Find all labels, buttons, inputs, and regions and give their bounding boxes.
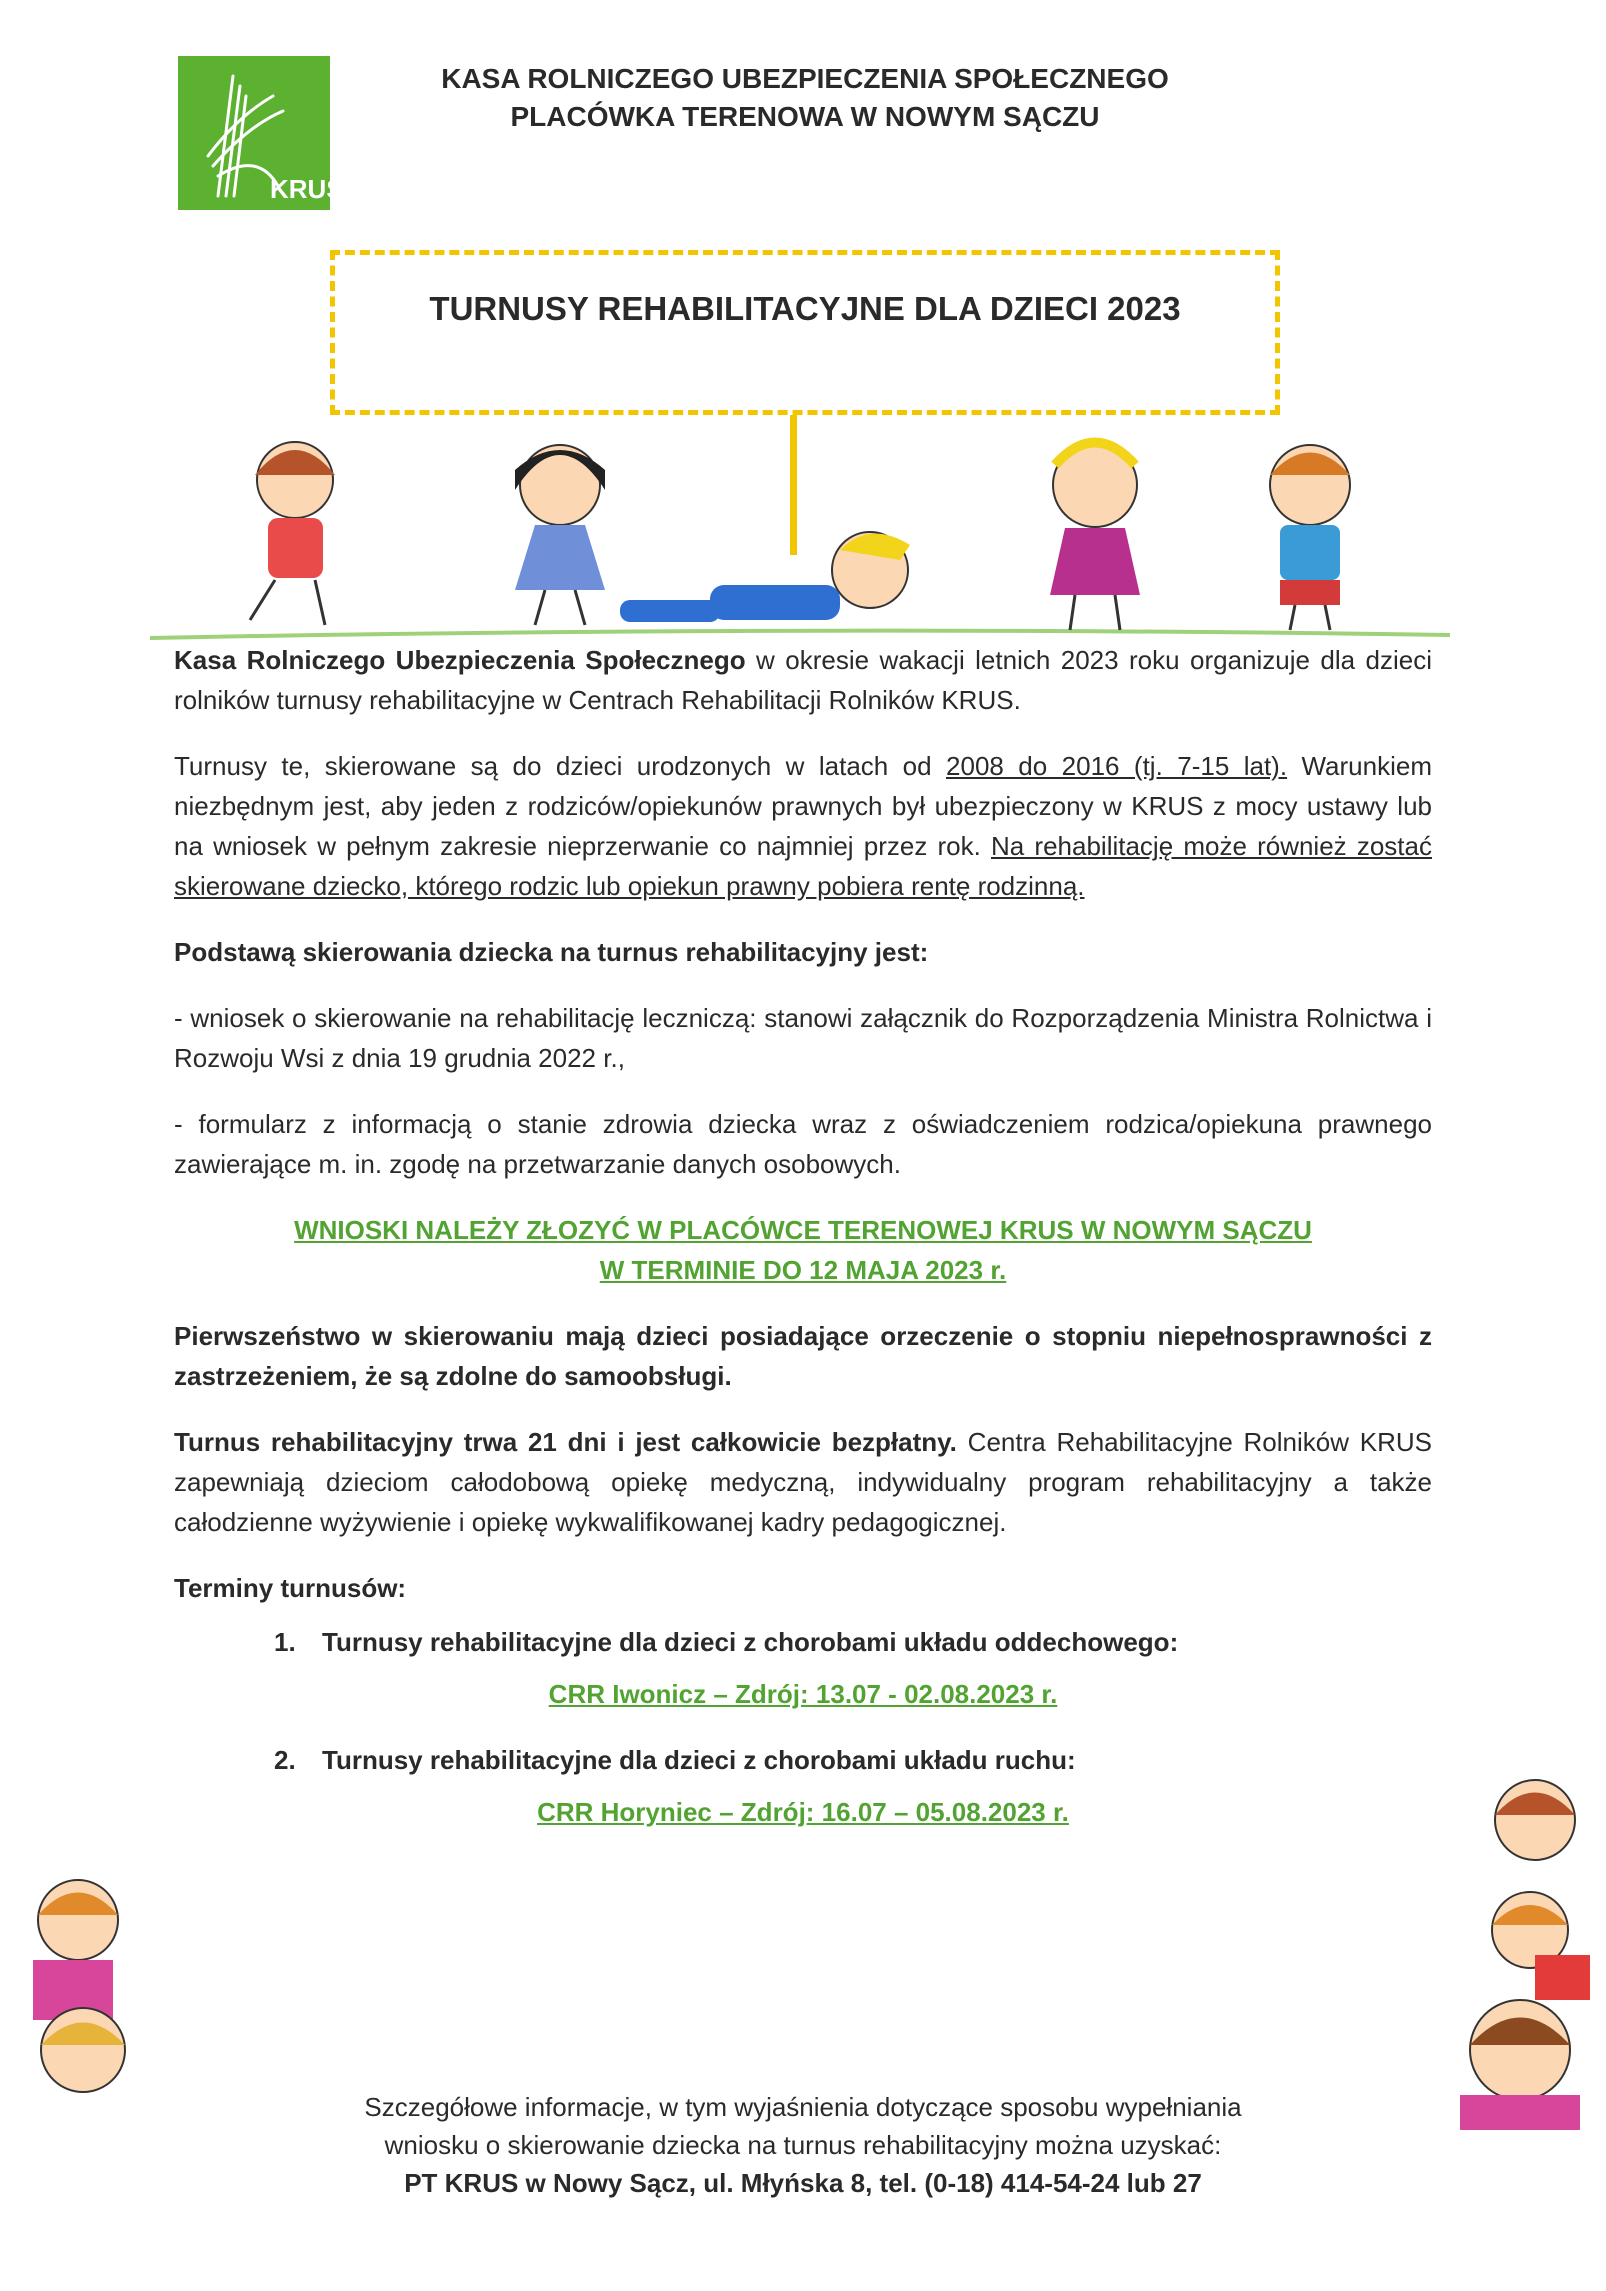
eligibility-years: 2008 do 2016 (tj. 7-15 lat). bbox=[946, 751, 1288, 781]
terms-heading bbox=[174, 1568, 1432, 1608]
priority-text: Pierwszeństwo w skierowaniu mają dzieci posiadające orzeczenie o stopniu niepełnosprawności z zastrzeżeniem, że są zdolne do samoobsługi. bbox=[174, 1321, 1432, 1391]
terms-item-1-label: Turnusy rehabilitacyjne dla dzieci z chorobami układu oddechowego: bbox=[322, 1627, 1179, 1657]
priority-paragraph bbox=[174, 1316, 1432, 1396]
terms-heading-text: Terminy turnusów: bbox=[174, 1573, 407, 1603]
basis-item-2: - formularz z informacją o stanie zdrowia dziecka wraz z oświadczeniem rodzica/opiekuna prawnego zawierające m. in. zgodę na przetwarzanie danych osobowych. bbox=[174, 1109, 1432, 1179]
duration-paragraph bbox=[174, 1422, 1432, 1542]
intro-paragraph bbox=[174, 640, 1432, 720]
terms-item-2 bbox=[274, 1740, 1432, 1780]
kid-1 bbox=[250, 442, 335, 625]
eligibility-pension-note: Na rehabilitację może również zostać skierowane dziecko, którego rodzic lub opiekun prawny pobiera rentę rodzinną. bbox=[174, 831, 1432, 901]
deadline-line-1: WNIOSKI NALEŻY ZŁOZYĆ W PLACÓWCE TERENOWEJ KRUS W NOWYM SĄCZU bbox=[294, 1215, 1312, 1245]
terms-item-2-number: 2. bbox=[274, 1745, 296, 1775]
kid-3 bbox=[620, 532, 910, 622]
duration-bold: Turnus rehabilitacyjny trwa 21 dni i jest całkowicie bezpłatny. bbox=[174, 1427, 957, 1457]
eligibility-paragraph bbox=[174, 746, 1432, 906]
intro-bold: Kasa Rolniczego Ubezpieczenia Społecznego bbox=[174, 645, 746, 675]
kid-5 bbox=[1270, 445, 1350, 630]
intro-text: w okresie wakacji letnich 2023 roku organizuje dla dzieci rolników turnusy rehabilitacyjne w Centrach Rehabilitacji Rolników KRUS. bbox=[174, 645, 1432, 715]
deadline-line-2: W TERMINIE DO 12 MAJA 2023 r. bbox=[599, 1255, 1007, 1285]
terms-item-2-date: CRR Horyniec – Zdrój: 16.07 – 05.08.2023 r. bbox=[537, 1797, 1069, 1827]
logo-text: KRUS bbox=[270, 174, 344, 204]
contact-footer bbox=[174, 2088, 1432, 2202]
kid-2 bbox=[515, 445, 605, 625]
krus-logo bbox=[178, 56, 344, 210]
basis-heading bbox=[174, 932, 1432, 972]
children-illustration bbox=[150, 420, 1450, 650]
duration-text: Centra Rehabilitacyjne Rolników KRUS zapewniają dzieciom całodobową opiekę medyczną, indywidualny program rehabilitacyjny a także całodzienne wyżywienie i opiekę wykwalifikowanej kadry pedagogicznej. bbox=[174, 1427, 1433, 1537]
footer-line-2: wniosku o skierowanie dziecka na turnus rehabilitacyjny można uzyskać: bbox=[384, 2130, 1222, 2160]
eligibility-text-2: Warunkiem niezbędnym jest, aby jeden z rodziców/opiekunów prawnych był ubezpieczony w KRUS z mocy ustawy lub na wniosek w pełnym zakresie nieprzerwanie co najmniej przez rok. bbox=[174, 751, 1432, 861]
header-line-1: KASA ROLNICZEGO UBEZPIECZENIA SPOŁECZNEGO bbox=[441, 63, 1169, 94]
terms-list bbox=[174, 1622, 1432, 1832]
document-body bbox=[174, 640, 1432, 1858]
girls-left-illustration bbox=[28, 1860, 128, 2130]
banner-frame bbox=[330, 250, 1280, 415]
terms-item-1-number: 1. bbox=[274, 1627, 296, 1657]
eligibility-text-1: Turnusy te, skierowane są do dzieci urodzonych w latach od bbox=[174, 751, 947, 781]
banner-title: TURNUSY REHABILITACYJNE DLA DZIECI 2023 bbox=[429, 290, 1181, 327]
girls-right-illustration bbox=[1440, 1760, 1590, 2130]
institution-header bbox=[330, 60, 1280, 136]
footer-line-1: Szczegółowe informacje, w tym wyjaśnienia dotyczące sposobu wypełniania bbox=[364, 2092, 1242, 2122]
basis-item-1: - wniosek o skierowanie na rehabilitację leczniczą: stanowi załącznik do Rozporządzenia Ministra Rolnictwa i Rozwoju Wsi z dnia 19 grudnia 2022 r., bbox=[174, 1003, 1432, 1073]
basis-heading-text: Podstawą skierowania dziecka na turnus rehabilitacyjny jest: bbox=[174, 937, 929, 967]
kid-4 bbox=[1050, 443, 1140, 631]
terms-item-1 bbox=[274, 1622, 1432, 1662]
header-line-2: PLACÓWKA TERENOWA W NOWYM SĄCZU bbox=[510, 101, 1100, 132]
footer-line-3: PT KRUS w Nowy Sącz, ul. Młyńska 8, tel. (0-18) 414-54-24 lub 27 bbox=[404, 2168, 1202, 2198]
terms-item-1-date: CRR Iwonicz – Zdrój: 13.07 - 02.08.2023 r. bbox=[548, 1679, 1058, 1709]
krus-logo-graphic bbox=[178, 56, 344, 210]
terms-item-2-label: Turnusy rehabilitacyjne dla dzieci z chorobami układu ruchu: bbox=[322, 1745, 1076, 1775]
